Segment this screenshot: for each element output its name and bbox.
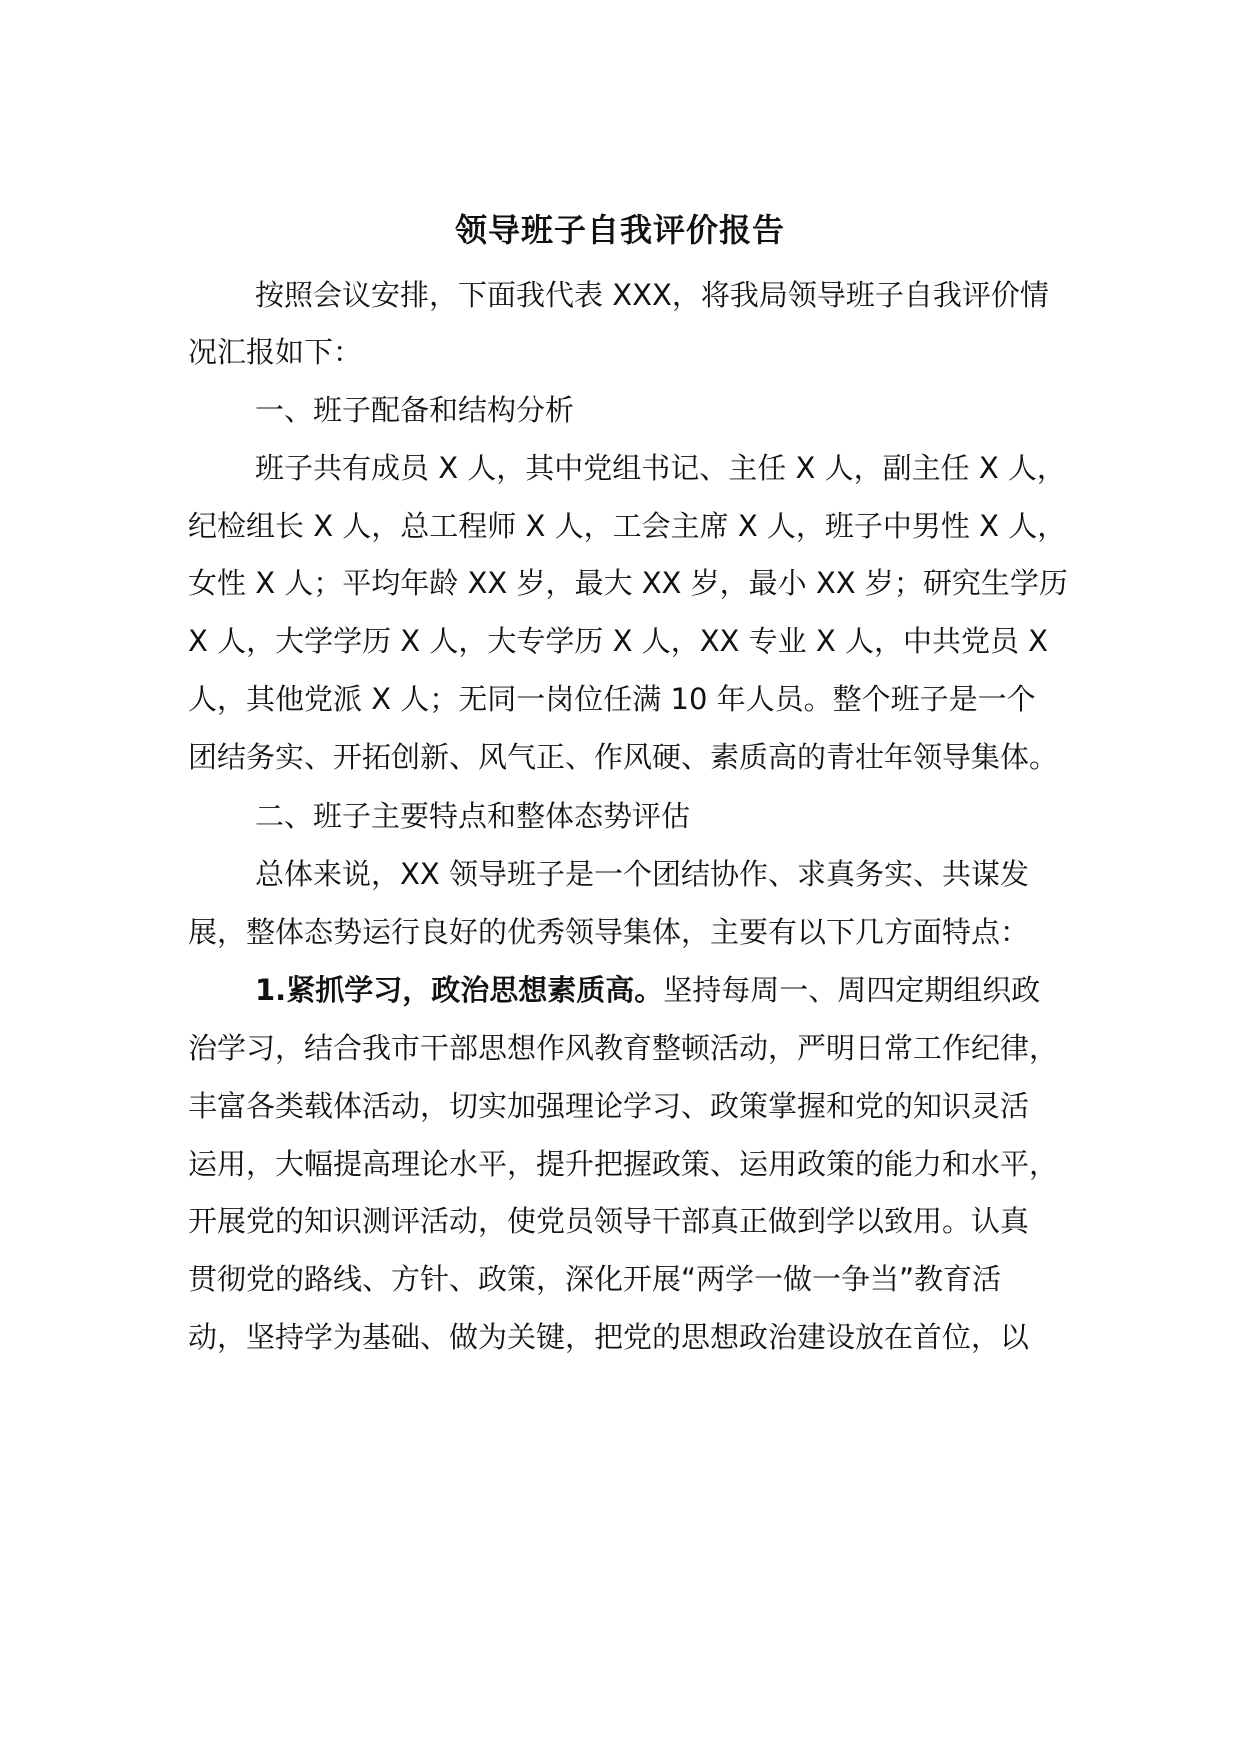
section-heading-2: 二、班子主要特点和整体态势评估 <box>255 799 691 833</box>
paragraph-line: 况汇报如下： <box>188 335 363 369</box>
paragraph-line: 治学习，结合我市干部思想作风教育整顿活动，严明日常工作纪律， <box>188 1031 1059 1065</box>
paragraph-line: 班子共有成员 X 人，其中党组书记、主任 X 人，副主任 X 人， <box>255 451 1066 485</box>
paragraph-line: 总体来说，XX 领导班子是一个团结协作、求真务实、共谋发 <box>255 857 1029 891</box>
paragraph-line: X 人，大学学历 X 人，大专学历 X 人，XX 专业 X 人，中共党员 X <box>188 624 1049 658</box>
document-title: 领导班子自我评价报告 <box>454 211 785 249</box>
point-1-heading: 1.紧抓学习，政治思想素质高。 <box>255 973 664 1007</box>
paragraph-line: 开展党的知识测评活动，使党员领导干部真正做到学以致用。认真 <box>188 1204 1030 1238</box>
paragraph-line: 团结务实、开拓创新、风气正、作风硬、素质高的青壮年领导集体。 <box>188 740 1059 774</box>
paragraph-line: 人，其他党派 X 人；无同一岗位任满 10 年人员。整个班子是一个 <box>188 682 1036 716</box>
paragraph-line: 丰富各类载体活动，切实加强理论学习、政策掌握和党的知识灵活 <box>188 1089 1030 1123</box>
point-1-text: 坚持每周一、周四定期组织政 <box>663 973 1041 1007</box>
paragraph-line: 女性 X 人；平均年龄 XX 岁，最大 XX 岁，最小 XX 岁；研究生学历 <box>188 566 1068 600</box>
paragraph-line: 贯彻党的路线、方针、政策，深化开展“两学一做一争当”教育活 <box>188 1262 1002 1296</box>
paragraph-line: 动，坚持学为基础、做为关键，把党的思想政治建设放在首位，以 <box>188 1320 1030 1354</box>
point-1-line <box>255 970 1155 1010</box>
paragraph-line: 按照会议安排，下面我代表 XXX，将我局领导班子自我评价情 <box>255 278 1049 312</box>
paragraph-line: 展，整体态势运行良好的优秀领导集体，主要有以下几方面特点： <box>188 915 1030 949</box>
paragraph-line: 运用，大幅提高理论水平，提升把握政策、运用政策的能力和水平， <box>188 1147 1059 1181</box>
section-heading-1: 一、班子配备和结构分析 <box>255 393 575 427</box>
paragraph-line: 纪检组长 X 人，总工程师 X 人，工会主席 X 人，班子中男性 X 人， <box>188 509 1067 543</box>
